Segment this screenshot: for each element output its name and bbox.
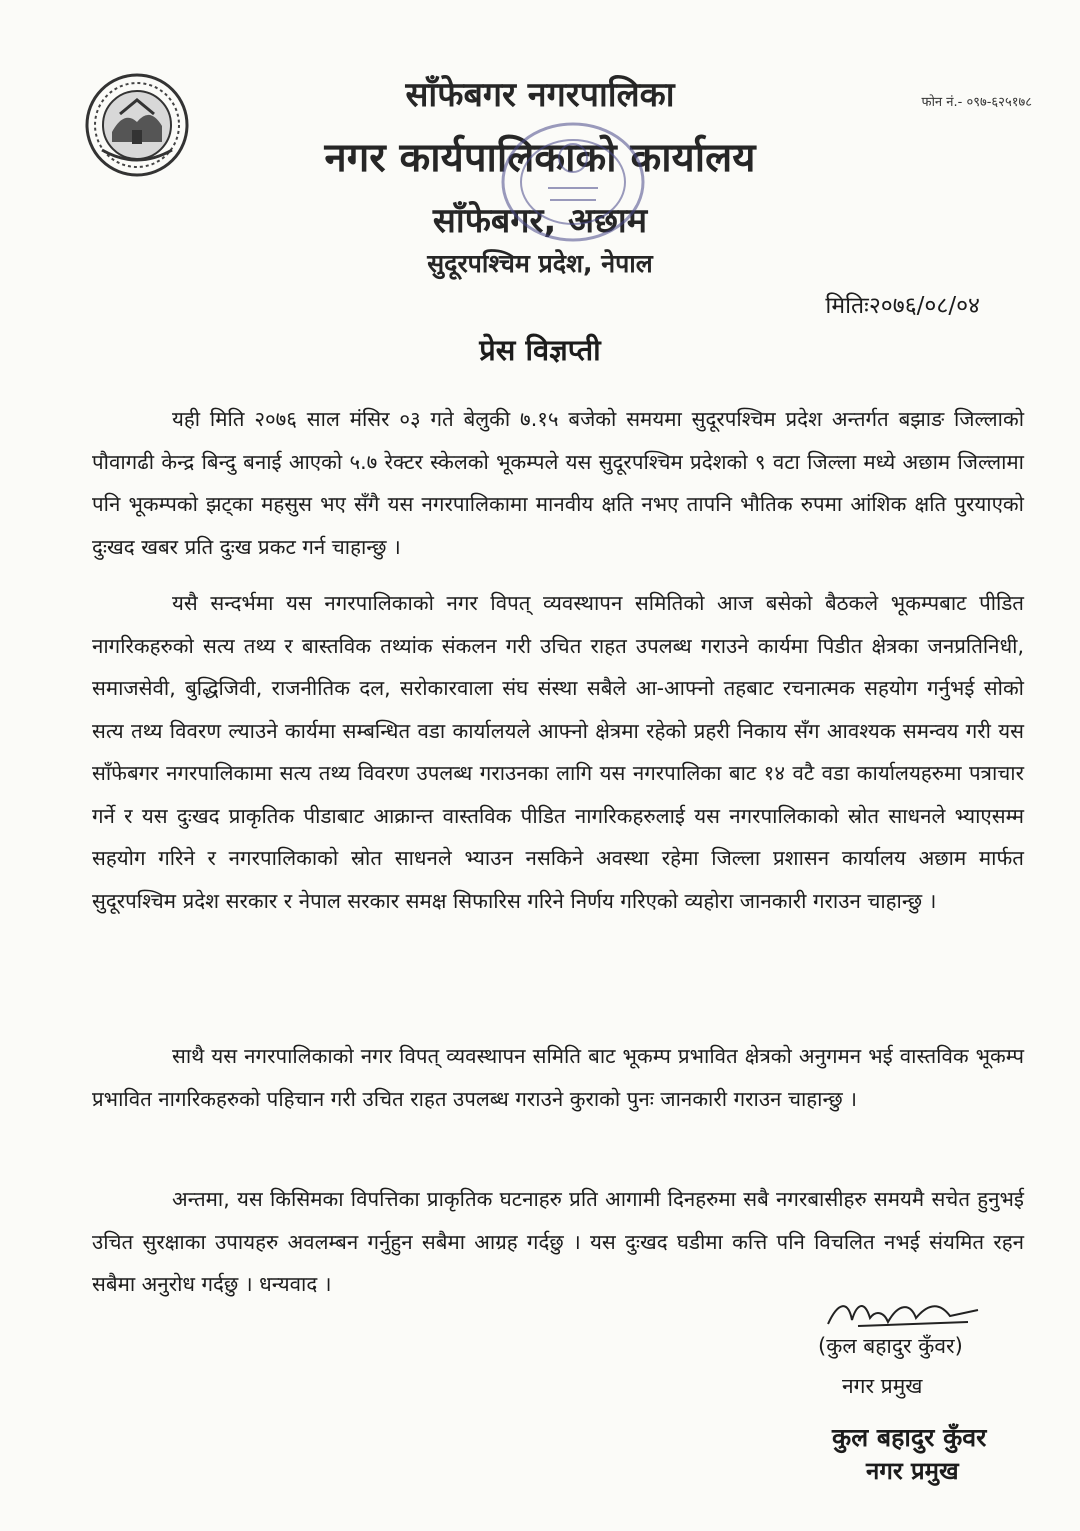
paragraph-2: यसै सन्दर्भमा यस नगरपालिकाको नगर विपत् व्यवस्थापन समितिको आज बसेको बैठकले भूकम्पबाट पीडित नागरिकहरुको सत्य तथ्य र बास्तविक तथ्यांक संकलन गरी उचित राहत उपलब्ध गराउने कार्यमा पिडीत क्षेत्रका जनप्रतिनिधी, समाजसेवी, बुद्धिजिवी, राजनीतिक दल, सरोकारवाला संघ संस्था सबैले आ-आफ्नो तहबाट रचनात्मक सहयोग गर्नुभई सोको सत्य तथ्य विवरण ल्याउने कार्यमा सम्बन्धित वडा कार्यालयले आफ्नो क्षेत्रमा रहेको प्रहरी निकाय सँग आवश्यक समन्वय गरी यस साँफेबगर नगरपालिकामा सत्य तथ्य विवरण उपलब्ध गराउनका लागि यस नगरपालिका बाट १४ वटै वडा कार्यालयहरुमा पत्राचार गर्ने र यस दुःखद प्राकृतिक पीडाबाट आक्रान्त वास्तविक पीडित नागरिकहरुलाई यस नगरपालिकाको स्रोत साधनले भ्याएसम्म सहयोग गरिने र नगरपालिकाको स्रोत साधनले भ्याउन नसकिने अवस्था रहेमा जिल्ला प्रशासन कार्यालय अछाम मार्फत सुदूरपश्चिम प्रदेश सरकार र नेपाल सरकार समक्ष सिफारिस गरिने निर्णय गरिएको व्यहोरा जानकारी गराउन चाहान्छु ।: [92, 591, 1024, 913]
office-location: साँफेबगर, अछाम: [432, 201, 648, 241]
office-seal-icon: [498, 118, 648, 246]
province-name: सुदूरपश्चिम प्रदेश, नेपाल: [427, 249, 653, 278]
municipality-name: साँफेबगर नगरपालिका: [405, 75, 675, 115]
signatory-title: नगर प्रमुख: [842, 1374, 923, 1398]
signatory-name: (कुल बहादुर कुँवर): [818, 1334, 963, 1358]
office-name: नगर कार्यपालिकाको कार्यालय: [324, 135, 756, 181]
paragraph-3: साथै यस नगरपालिकाको नगर विपत् व्यवस्थापन समिति बाट भूकम्प प्रभावित क्षेत्रको अनुगमन भई वास्तविक भूकम्प प्रभावित नागरिकहरुको पहिचान गरी उचित राहत उपलब्ध गराउने कुराको पुनः जानकारी गराउन चाहान्छु ।: [92, 1044, 1024, 1111]
handwritten-signature-icon: [818, 1292, 988, 1332]
issue-date: मितिः२०७६/०८/०४: [825, 293, 980, 319]
stamp-title: नगर प्रमुख: [866, 1457, 959, 1485]
phone-number: फोन नं.- ०९७-६२५१७८: [921, 95, 1032, 110]
paragraph-1: यही मिति २०७६ साल मंसिर ०३ गते बेलुकी ७.१५ बजेको समयमा सुदूरपश्चिम प्रदेश अन्तर्गत बझाङ जिल्लाको पौवागढी केन्द्र बिन्दु बनाई आएको ५.७ रेक्टर स्केलको भूकम्पले यस सुदूरपश्चिम प्रदेशको ९ वटा जिल्ला मध्ये अछाम जिल्लामा पनि भूकम्पको झट्का महसुस भए सँगै यस नगरपालिकामा मानवीय क्षति नभए तापनि भौतिक रुपमा आंशिक क्षति पुरयाएको दुःखद खबर प्रति दुःख प्रकट गर्न चाहान्छु ।: [92, 407, 1024, 559]
paragraph-4: अन्तमा, यस किसिमका विपत्तिका प्राकृतिक घटनाहरु प्रति आगामी दिनहरुमा सबै नगरबासीहरु समयमै सचेत हुनुभई उचित सुरक्षाका उपायहरु अवलम्बन गर्नुहुन सबैमा आग्रह गर्दछु । यस दुःखद घडीमा कत्ति पनि विचलित नभई संयमित रहन सबैमा अनुरोध गर्दछु । धन्यवाद ।: [92, 1187, 1024, 1296]
page-title: प्रेस विज्ञप्ती: [479, 333, 601, 367]
stamp-name: कुल बहादुर कुँवर: [832, 1423, 987, 1452]
